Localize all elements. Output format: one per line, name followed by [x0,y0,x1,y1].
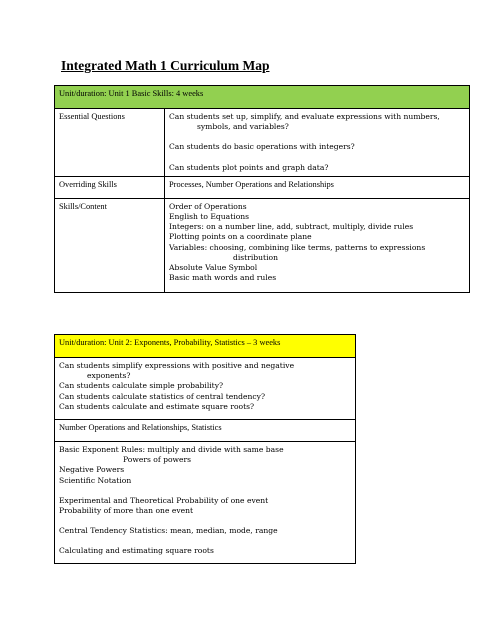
skills-content-cell [165,198,470,292]
page-title: Integrated Math 1 Curriculum Map [61,58,270,73]
list-item: Absolute Value Symbol [169,263,258,273]
list-item: Plotting points on a coordinate plane [169,232,312,242]
table-row [55,109,470,177]
list-item: Can students do basic operations with integers? [169,142,355,152]
table-row [55,442,356,564]
unit1-header: Unit/duration: Unit 1 Basic Skills: 4 weeks [55,86,470,109]
overriding-skills-cell: Processes, Number Operations and Relationships [165,176,470,198]
table-row [55,358,356,420]
list-item: Central Tendency Statistics: mean, median, mode, range [59,526,278,536]
list-item: Negative Powers [59,465,125,475]
list-item: Variables: choosing, combining like terms, patterns to expressions [169,242,426,252]
list-item: symbols, and variables? [197,122,289,132]
list-item: exponents? [87,371,131,381]
list-item: Order of Operations [169,201,247,211]
list-item: Integers: on a number line, add, subtract, multiply, divide rules [169,222,414,232]
essential-questions-cell [165,109,470,177]
list-item: Powers of powers [123,455,192,465]
row-label-skills-content: Skills/Content [55,198,165,292]
row-label-overriding-skills: Overriding Skills [55,176,165,198]
list-item: Can students simplify expressions with positive and negative [59,361,295,370]
list-item: English to Equations [169,212,250,222]
list-item: Can students calculate statistics of central tendency? [59,391,266,401]
list-item: Experimental and Theoretical Probability of one event [59,495,269,505]
list-item: Basic math words and rules [169,273,277,283]
row-label-essential-questions: Essential Questions [55,109,165,177]
list-item: distribution [233,252,278,262]
table-row [55,420,356,442]
list-item: Basic Exponent Rules: multiply and divide with same base [59,445,284,454]
list-item: Can students plot points and graph data? [169,162,329,172]
list-item: Calculating and estimating square roots [59,546,214,556]
unit2-header: Unit/duration: Unit 2: Exponents, Probability, Statistics – 3 weeks [55,335,356,358]
list-item: Probability of more than one event [59,506,194,516]
unit1-table [54,85,470,293]
unit2-skills-cell: Number Operations and Relationships, Statistics [55,420,356,442]
list-item: Scientific Notation [59,475,132,485]
table-row [55,198,470,292]
list-item: Can students set up, simplify, and evaluate expressions with numbers, [169,112,440,121]
unit2-table [54,334,356,564]
unit2-content-cell [55,442,356,564]
list-item: Can students calculate simple probability? [59,381,224,391]
table-row [55,176,470,198]
unit2-questions-cell [55,358,356,420]
list-item: Can students calculate and estimate square roots? [59,401,255,411]
